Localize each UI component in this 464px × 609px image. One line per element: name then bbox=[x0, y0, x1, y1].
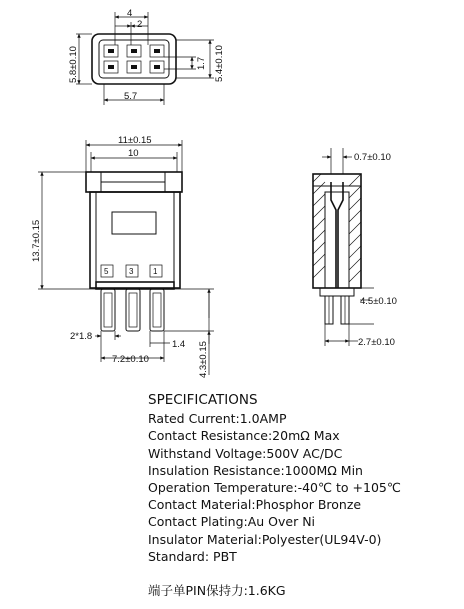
dim-front-10: 10 bbox=[128, 148, 139, 159]
dim-side-2-7: 2.7±0.10 bbox=[358, 337, 395, 348]
dim-top-4: 4 bbox=[127, 8, 133, 19]
dim-front-11: 11±0.15 bbox=[118, 135, 152, 146]
pin-label-3: 3 bbox=[129, 267, 134, 276]
dim-front-2x1-8: 2*1.8 bbox=[70, 331, 93, 342]
spec-line: Standard: PBT bbox=[148, 548, 237, 564]
pin-number-labels bbox=[101, 265, 162, 277]
side-section-view bbox=[313, 148, 397, 348]
spec-line: Contact Material:Phosphor Bronze bbox=[148, 497, 362, 513]
spec-line: Contact Resistance:20mΩ Max bbox=[148, 428, 340, 444]
dim-top-5-7: 5.7 bbox=[124, 91, 138, 102]
front-view bbox=[31, 135, 214, 378]
pin-label-1: 1 bbox=[153, 267, 158, 276]
dim-top-1-7: 1.7 bbox=[196, 56, 207, 70]
dim-top-5-4: 5.4±0.10 bbox=[214, 45, 225, 82]
pin-label-5: 5 bbox=[104, 267, 109, 276]
spec-line: Withstand Voltage:500V AC/DC bbox=[148, 445, 343, 461]
dim-front-4-3: 4.3±0.15 bbox=[198, 341, 209, 378]
top-view-pin-cavities bbox=[104, 45, 164, 73]
spec-line: Contact Plating:Au Over Ni bbox=[148, 514, 316, 530]
spec-line: Insulation Resistance:1000MΩ Min bbox=[148, 462, 363, 478]
specifications-title: SPECIFICATIONS bbox=[148, 392, 258, 408]
spec-line: Operation Temperature:-40℃ to +105℃ bbox=[148, 480, 401, 496]
dim-top-5-8: 5.8±0.10 bbox=[68, 46, 79, 83]
retention-force-note: 端子单PIN保持力:1.6KG bbox=[148, 583, 286, 599]
dim-front-1-4: 1.4 bbox=[172, 339, 186, 350]
dim-front-13-7: 13.7±0.15 bbox=[31, 219, 42, 262]
dim-top-2: 2 bbox=[137, 19, 143, 30]
top-view bbox=[68, 8, 225, 105]
dim-side-4-5: 4.5±0.10 bbox=[360, 296, 397, 307]
terminals bbox=[101, 289, 164, 331]
specifications-block bbox=[148, 392, 448, 599]
dim-side-0-7: 0.7±0.10 bbox=[354, 152, 391, 163]
dim-front-7-2: 7.2±0.10 bbox=[112, 354, 149, 365]
spec-line: Insulator Material:Polyester(UL94V-0) bbox=[148, 531, 382, 547]
spec-line: Rated Current:1.0AMP bbox=[148, 411, 287, 427]
section-hatching bbox=[313, 174, 361, 282]
